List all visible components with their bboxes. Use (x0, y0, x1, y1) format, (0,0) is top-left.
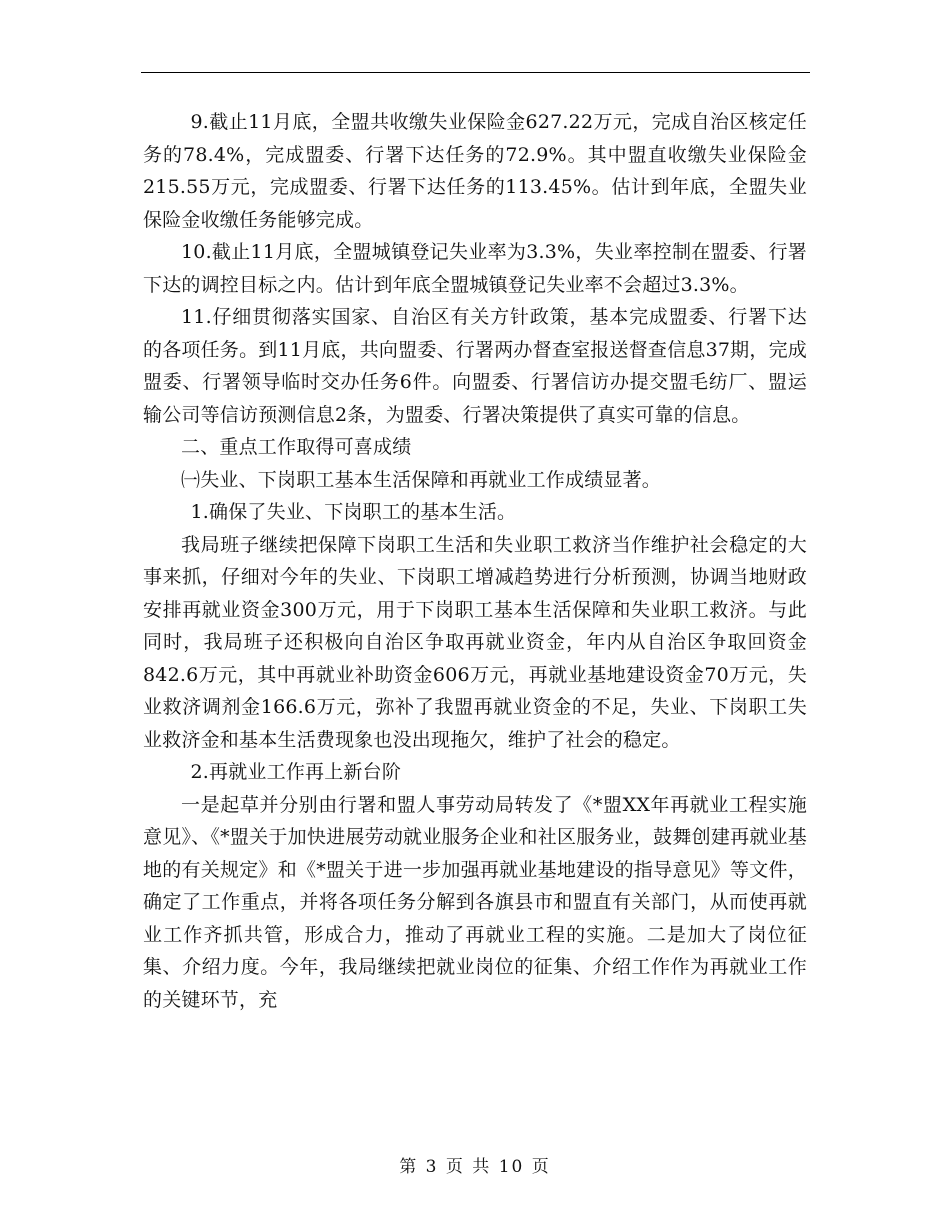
subheading-2: 2.再就业工作再上新台阶 (190, 761, 402, 783)
page-number: 第 3 页 共 10 页 (399, 1157, 551, 1177)
section-heading: 二、重点工作取得可喜成绩 (181, 436, 412, 458)
header-rule (141, 72, 810, 73)
paragraph-item-10: 10.截止11月底，全盟城镇登记失业率为3.3%，失业率控制在盟委、行署下达的调控目标之内。估计到年底全盟城镇登记失业率不会超过3.3%。 (143, 241, 807, 296)
paragraph-item-9: 9.截止11月底，全盟共收缴失业保险金627.22万元，完成自治区核定任务的78.4%，完成盟委、行署下达任务的72.9%。其中盟直收缴失业保险金215.55万元，完成盟委、行署下达任务的113.45%。估计到年底，全盟失业保险金收缴任务能够完成。 (143, 111, 807, 231)
document-body (143, 106, 807, 1016)
paragraph-basic-living: 我局班子继续把保障下岗职工生活和失业职工救济当作维护社会稳定的大事来抓，仔细对今年的失业、下岗职工增减趋势进行分析预测，协调当地财政安排再就业资金300万元，用于下岗职工基本生活保障和失业职工救济。与此同时，我局班子还积极向自治区争取再就业资金，年内从自治区争取回资金842.6万元，其中再就业补助资金606万元，再就业基地建设资金70万元，失业救济调剂金166.6万元，弥补了我盟再就业资金的不足，失业、下岗职工失业救济金和基本生活费现象也没出现拖欠，维护了社会的稳定。 (143, 533, 807, 751)
subheading-1: 1.确保了失业、下岗职工的基本生活。 (190, 501, 517, 523)
subsection-heading: ㈠失业、下岗职工基本生活保障和再就业工作成绩显著。 (181, 468, 662, 491)
paragraph-item-11: 11.仔细贯彻落实国家、自治区有关方针政策，基本完成盟委、行署下达的各项任务。到11月底，共向盟委、行署两办督查室报送督查信息37期，完成盟委、行署领导临时交办任务6件。向盟委、行署信访办提交盟毛纺厂、盟运输公司等信访预测信息2条，为盟委、行署决策提供了真实可靠的信息。 (143, 306, 807, 426)
page-footer (0, 1152, 950, 1177)
paragraph-reemployment: 一是起草并分别由行署和盟人事劳动局转发了《*盟XX年再就业工程实施意见》、《*盟关于加快进展劳动就业服务企业和社区服务业，鼓舞创建再就业基地的有关规定》和《*盟关于进一步加强再就业基地建设的指导意见》等文件，确定了工作重点，并将各项任务分解到各旗县市和盟直有关部门，从而使再就业工作齐抓共管，形成合力，推动了再就业工程的实施。二是加大了岗位征集、介绍力度。今年，我局继续把就业岗位的征集、介绍工作作为再就业工作的关键环节，充 (143, 793, 807, 1011)
